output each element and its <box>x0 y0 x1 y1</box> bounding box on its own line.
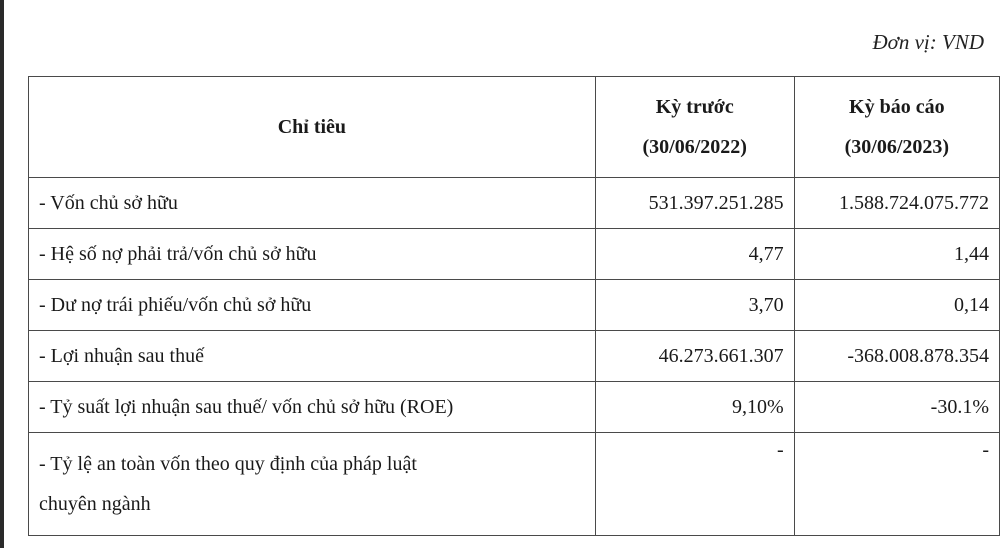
row-label-line2: chuyên ngành <box>39 493 151 515</box>
row-label <box>29 433 596 536</box>
row-current-value: - <box>794 433 999 536</box>
row-prev-value: - <box>595 433 794 536</box>
table-row <box>29 280 1000 331</box>
row-prev-value: 4,77 <box>595 229 794 280</box>
header-row <box>29 77 1000 178</box>
row-prev-value: 3,70 <box>595 280 794 331</box>
header-report-period-date: (30/06/2023) <box>844 136 950 158</box>
row-label: - Dư nợ trái phiếu/vốn chủ sở hữu <box>29 280 596 331</box>
row-current-value: 1,44 <box>794 229 999 280</box>
row-label: - Vốn chủ sở hữu <box>29 178 596 229</box>
table-row <box>29 178 1000 229</box>
unit-note: Đơn vị: VND <box>872 30 984 54</box>
table-row <box>29 331 1000 382</box>
row-current-value: -368.008.878.354 <box>794 331 999 382</box>
header-report-period <box>794 77 999 178</box>
financial-indicators-table <box>28 76 1000 536</box>
header-indicator: Chỉ tiêu <box>29 77 596 178</box>
header-prev-period-date: (30/06/2022) <box>642 136 747 158</box>
row-prev-value: 531.397.251.285 <box>595 178 794 229</box>
header-prev-period-label: Kỳ trước <box>655 96 734 118</box>
table-row <box>29 433 1000 536</box>
row-current-value: -30.1% <box>794 382 999 433</box>
header-report-period-label: Kỳ báo cáo <box>849 96 945 118</box>
row-prev-value: 46.273.661.307 <box>595 331 794 382</box>
row-prev-value: 9,10% <box>595 382 794 433</box>
header-prev-period <box>595 77 794 178</box>
row-label: - Lợi nhuận sau thuế <box>29 331 596 382</box>
row-current-value: 0,14 <box>794 280 999 331</box>
table-row <box>29 229 1000 280</box>
row-label-line1: - Tỷ lệ an toàn vốn theo quy định của pháp luật <box>39 453 417 475</box>
table-row <box>29 382 1000 433</box>
left-border <box>0 0 4 548</box>
row-label: - Hệ số nợ phải trả/vốn chủ sở hữu <box>29 229 596 280</box>
row-label: - Tỷ suất lợi nhuận sau thuế/ vốn chủ sở hữu (ROE) <box>29 382 596 433</box>
row-current-value: 1.588.724.075.772 <box>794 178 999 229</box>
